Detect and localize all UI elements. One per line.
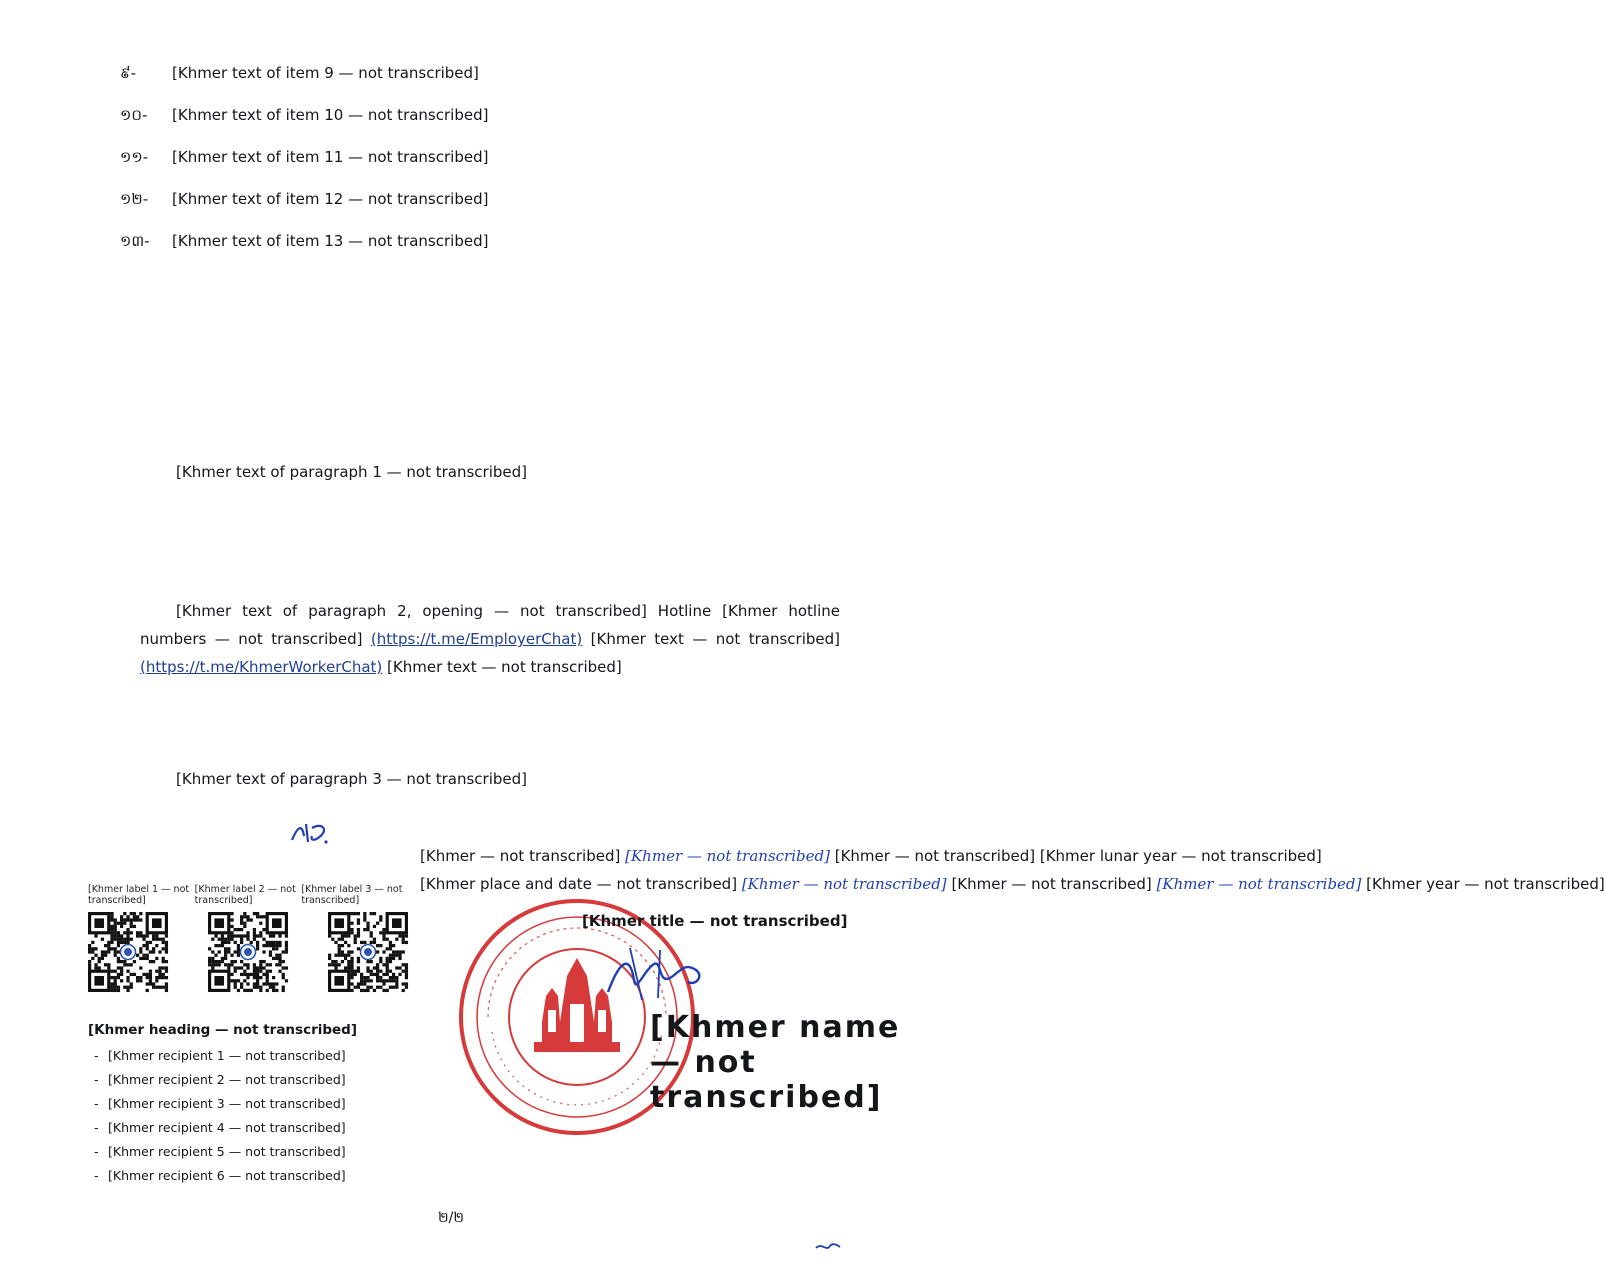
paragraph-text: [Khmer text — not transcribed] [590,630,840,648]
date-text: [Khmer place and date — not transcribed] [420,875,738,893]
date-text: [Khmer year — not transcribed] [1366,875,1605,893]
list-text: [Khmer text of item 10 — not transcribed] [172,106,489,124]
recipient-text: [Khmer recipient 2 — not transcribed] [108,1072,346,1087]
qr-code-employer-icon[interactable] [88,912,168,992]
paragraph-text: [Khmer text of paragraph 1 — not transcribed] [176,463,527,481]
handwritten-date: [Khmer — not transcribed] [1156,875,1362,893]
handwritten-date: [Khmer — not transcribed] [741,875,947,893]
recipient-item: - [Khmer recipient 1 — not transcribed] [94,1048,346,1063]
handwritten-date: [Khmer — not transcribed] [625,847,830,865]
recipient-item: - [Khmer recipient 4 — not transcribed] [94,1120,346,1135]
paragraph-closing [140,765,840,793]
date-block [420,842,1605,898]
qr-label: [Khmer label 1 — not transcribed] [88,884,190,906]
qr-code-group [88,884,408,992]
list-item-13 [120,228,830,254]
recipient-text: [Khmer recipient 6 — not transcribed] [108,1168,346,1183]
list-item-10 [120,102,830,128]
qr-label: [Khmer label 2 — not transcribed] [194,884,296,906]
signer-title: [Khmer title — not transcribed] [582,912,848,930]
handwritten-signature [600,940,720,1010]
recipient-text: [Khmer recipient 3 — not transcribed] [108,1096,346,1111]
numbered-list [120,60,830,270]
recipient-item: - [Khmer recipient 2 — not transcribed] [94,1072,346,1087]
paragraph-contact [140,597,840,681]
list-item-9 [120,60,830,86]
list-number: ១១- [120,148,149,166]
date-text: [Khmer — not transcribed] [834,847,1036,865]
initial-mark-icon [814,1240,842,1254]
paragraph-liability [140,458,840,486]
list-number: ១០- [120,106,148,124]
paragraph-text: [Khmer text — not transcribed] [387,658,622,676]
employer-chat-link[interactable]: (https://t.me/EmployerChat) [370,630,583,648]
list-text: [Khmer text of item 9 — not transcribed] [172,64,479,82]
date-text: [Khmer — not transcribed] [951,875,1152,893]
recipient-text: [Khmer recipient 5 — not transcribed] [108,1144,346,1159]
recipients-list [88,1022,448,1188]
list-number: ១២- [120,190,149,208]
initials-scribble [288,818,334,848]
list-number: ១៣- [120,232,150,250]
qr-labels [88,884,408,906]
recipient-item: - [Khmer recipient 6 — not transcribed] [94,1168,346,1183]
qr-label: [Khmer label 3 — not transcribed] [301,884,403,906]
date-text: [Khmer — not transcribed] [420,847,621,865]
paragraph-text: [Khmer text of paragraph 2, opening — not transcribed] Hotline [Khmer hotline numbers — not transcribed] [140,602,840,648]
qr-code-complaint-icon[interactable] [328,912,408,992]
list-text: [Khmer text of item 12 — not transcribed] [172,190,489,208]
signer-name: [Khmer name — not transcribed] [650,1010,901,1115]
list-text: [Khmer text of item 13 — not transcribed] [172,232,489,250]
recipient-text: [Khmer recipient 4 — not transcribed] [108,1120,346,1135]
worker-chat-link[interactable]: (https://t.me/KhmerWorkerChat) [140,658,383,676]
list-item-12 [120,186,830,212]
recipient-item: - [Khmer recipient 5 — not transcribed] [94,1144,346,1159]
qr-code-worker-icon[interactable] [208,912,288,992]
list-item-11 [120,144,830,170]
lunar-date-line [420,842,1322,870]
list-text: [Khmer text of item 11 — not transcribed] [172,148,489,166]
paragraph-text: [Khmer text of paragraph 3 — not transcribed] [176,770,527,788]
recipient-item: - [Khmer recipient 3 — not transcribed] [94,1096,346,1111]
recipients-heading: [Khmer heading — not transcribed] [88,1022,358,1038]
page-number: ២/២ [438,1210,464,1226]
qr-codes [88,912,408,992]
recipient-text: [Khmer recipient 1 — not transcribed] [108,1048,346,1063]
date-text: [Khmer lunar year — not transcribed] [1039,847,1322,865]
list-number: ៩- [120,64,137,82]
